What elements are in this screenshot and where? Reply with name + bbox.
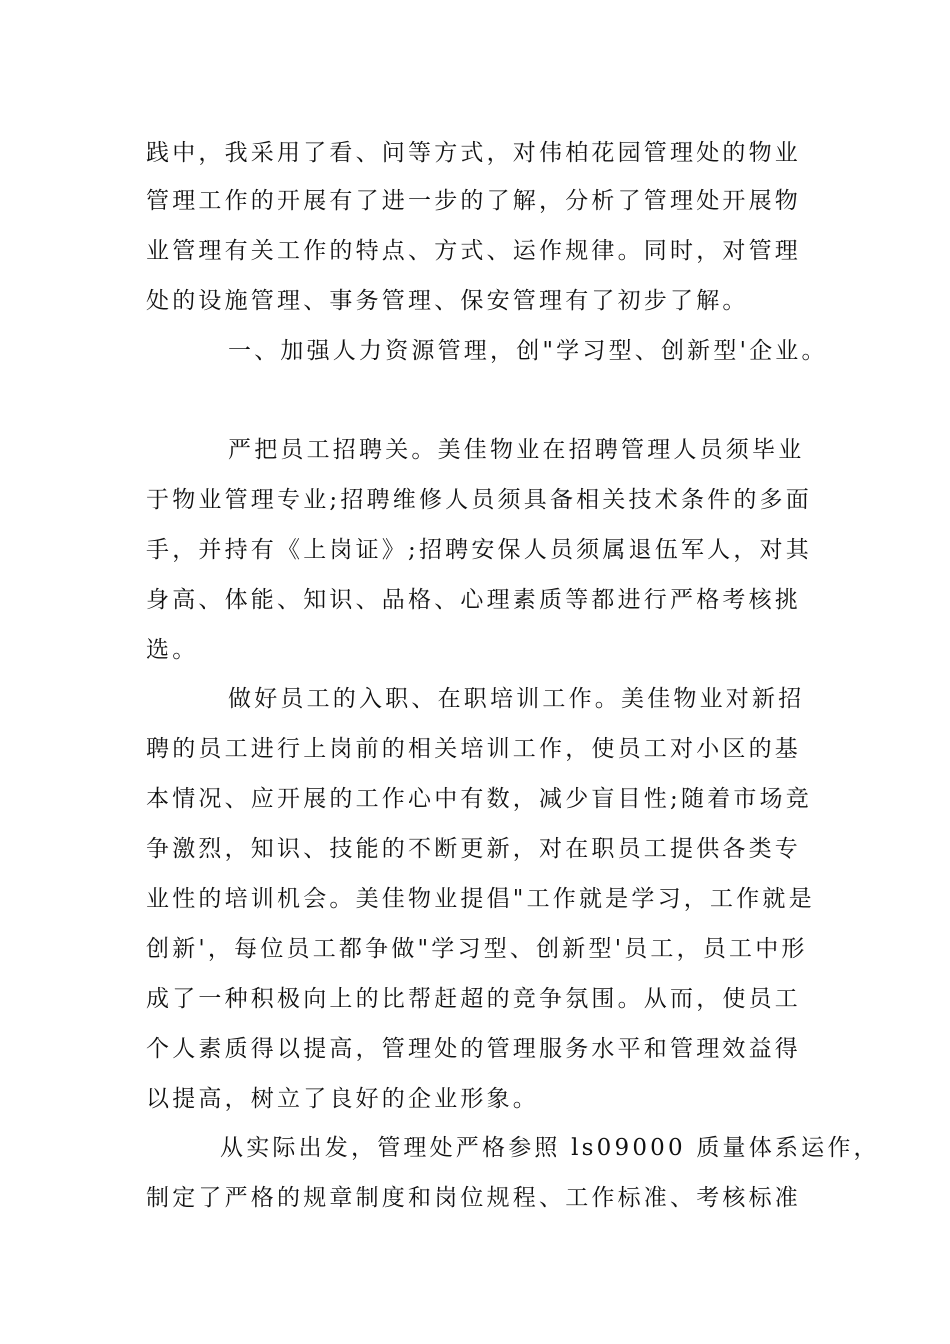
text-line: 从实际出发，管理处严格参照 ls09000 质量体系运作， bbox=[220, 1135, 880, 1161]
text-line: 聘的员工进行上岗前的相关培训工作，使员工对小区的基 bbox=[146, 736, 801, 762]
text-line: 处的设施管理、事务管理、保安管理有了初步了解。 bbox=[146, 288, 749, 314]
text-line: 以提高，树立了良好的企业形象。 bbox=[146, 1086, 539, 1112]
text-line: 于物业管理专业;招聘维修人员须具备相关技术条件的多面 bbox=[146, 487, 812, 513]
text-line: 管理工作的开展有了进一步的了解，分析了管理处开展物 bbox=[146, 188, 801, 214]
text-line: 做好员工的入职、在职培训工作。美佳物业对新招 bbox=[228, 686, 805, 712]
text-line: 争激烈，知识、技能的不断更新，对在职员工提供各类专 bbox=[146, 836, 801, 862]
text-line: 手，并持有《上岗证》;招聘安保人员须属退伍军人，对其 bbox=[146, 537, 812, 563]
section-heading: 一、加强人力资源管理，创"学习型、创新型'企业。 bbox=[228, 338, 828, 364]
text-line: 业管理有关工作的特点、方式、运作规律。同时，对管理 bbox=[146, 238, 801, 264]
text-line: 业性的培训机会。美佳物业提倡"工作就是学习，工作就是 bbox=[146, 886, 815, 912]
text-line: 成了一种积极向上的比帮赶超的竞争氛围。从而，使员工 bbox=[146, 986, 801, 1012]
text-line: 选。 bbox=[146, 637, 199, 663]
text-line: 身高、体能、知识、品格、心理素质等都进行严格考核挑 bbox=[146, 587, 801, 613]
text-line: 创新'，每位员工都争做"学习型、创新型'员工，员工中形 bbox=[146, 936, 808, 962]
text-line: 制定了严格的规章制度和岗位规程、工作标准、考核标准 bbox=[146, 1185, 801, 1211]
text-line: 个人素质得以提高，管理处的管理服务水平和管理效益得 bbox=[146, 1036, 801, 1062]
text-line: 践中，我采用了看、问等方式，对伟柏花园管理处的物业 bbox=[146, 140, 801, 166]
text-line: 本情况、应开展的工作心中有数，减少盲目性;随着市场竞 bbox=[146, 786, 812, 812]
text-line: 严把员工招聘关。美佳物业在招聘管理人员须毕业 bbox=[228, 437, 805, 463]
